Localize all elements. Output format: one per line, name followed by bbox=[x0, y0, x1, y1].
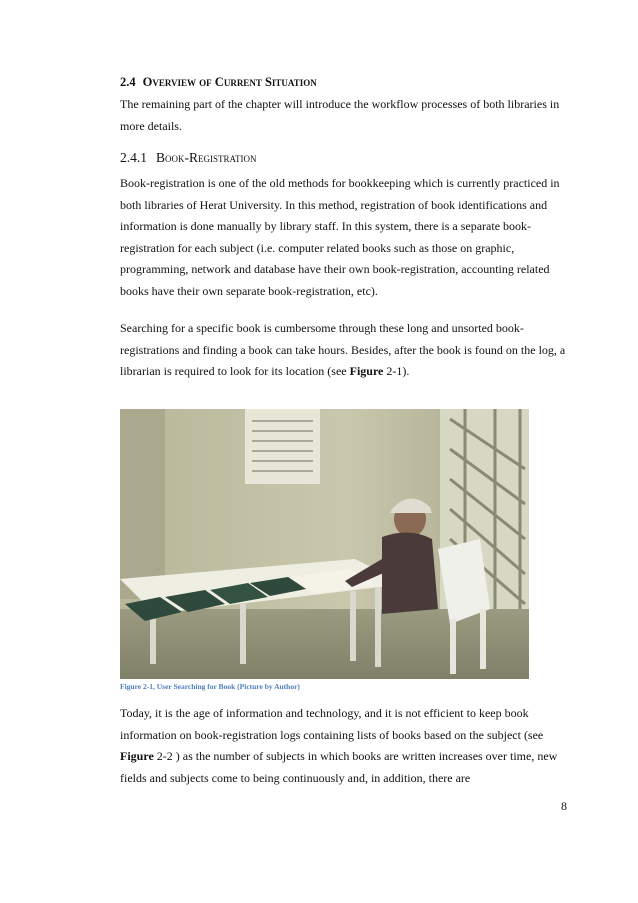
information-technology-paragraph bbox=[120, 703, 572, 789]
searching-text-end: 2-1). bbox=[383, 364, 410, 378]
figure-photo bbox=[120, 409, 529, 679]
it-text-end: 2-2 ) as the number of subjects in which books are written increases over time, new fields and subjects come to being continuously and, in addition, there are bbox=[120, 749, 558, 785]
it-text-start: Today, it is the age of information and technology, and it is not efficient to keep book information on book-registration logs containing lists of books based on the subject (see bbox=[120, 706, 544, 742]
section-intro-paragraph: The remaining part of the chapter will introduce the workflow processes of both libraries in more details. bbox=[120, 97, 560, 133]
section-heading bbox=[120, 75, 317, 90]
figure-caption: Figure 2-1, User Searching for Book (Picture by Author) bbox=[120, 682, 300, 691]
subsection-heading bbox=[120, 150, 257, 166]
subsection-number: 2.4.1 bbox=[120, 150, 147, 165]
subsection-title: Book-Registration bbox=[156, 150, 257, 165]
user-searching-photo bbox=[120, 409, 529, 679]
page-number: 8 bbox=[561, 799, 567, 813]
searching-paragraph bbox=[120, 318, 572, 383]
figure-reference-word: Figure bbox=[349, 364, 384, 378]
searching-text-start: Searching for a specific book is cumbersome through these long and unsorted book-registrations and finding a book can take hours. Besides, after the book is found on the log, a librarian is required to look for its location (see bbox=[120, 321, 566, 378]
book-registration-paragraph: Book-registration is one of the old methods for bookkeeping which is currently practiced in both libraries of Herat University. In this method, registration of book identifications and information is done manually by library staff. In this system, there is a separate book-registration for each subject (i.e. computer related books such as those on graphic, programming, network and database have their own book-registration, accounting related books have their own separate book-registration, etc). bbox=[120, 176, 560, 298]
section-number: 2.4 bbox=[120, 75, 136, 89]
figure-reference-word-2: Figure bbox=[120, 749, 154, 763]
section-title: Overview of Current Situation bbox=[142, 75, 317, 89]
